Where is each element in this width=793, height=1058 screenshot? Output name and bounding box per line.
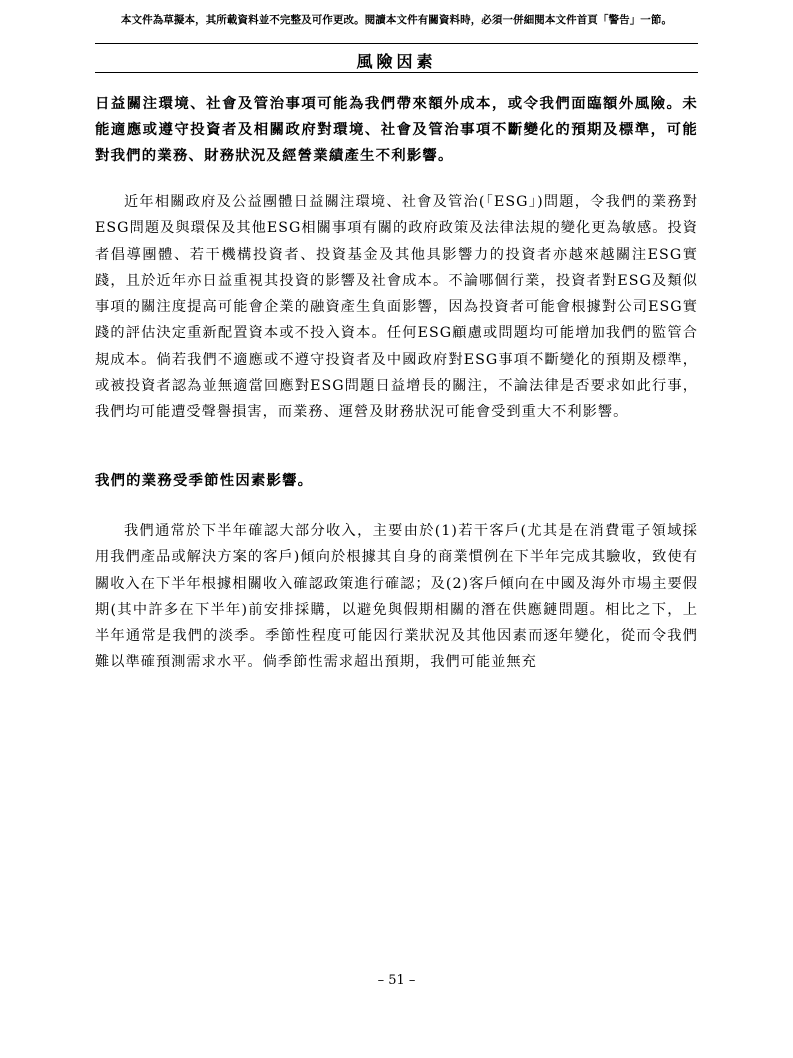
page-number: – 51 – xyxy=(377,973,416,988)
section-title: 風險因素 xyxy=(356,52,437,71)
risk-paragraph-seasonality: 我們通常於下半年確認大部分收入，主要由於(1)若干客戶(尤其是在消費電子領域採用我們產品或解決方案的客戶)傾向於根據其自身的商業慣例在下半年完成其驗收，致使有關收入在下半年根據相關收入確認政策進行確認；及(2)客戶傾向在中國及海外市場主要假期(其中許多在下半年)前安排採購，以避免與假期相關的潛在供應鏈問題。相比之下，上半年通常是我們的淡季。季節性程度可能因行業狀況及其他因素而逐年變化，從而令我們難以準確預測需求水平。倘季節性需求超出預期，我們可能並無充 xyxy=(95,523,698,671)
risk-paragraph-esg: 近年相關政府及公益團體日益關注環境、社會及管治(「ESG」)問題，令我們的業務對ESG問題及與環保及其他ESG相關事項有關的政府政策及法律法規的變化更為敏感。投資者倡導團體、若干機構投資者、投資基金及其他具影響力的投資者亦越來越關注ESG實踐，且於近年亦日益重視其投資的影響及社會成本。不論哪個行業，投資者對ESG及類似事項的關注度提高可能會企業的融資產生負面影響，因為投資者可能會根據對公司ESG實踐的評估決定重新配置資本或不投入資本。任何ESG顧慮或問題均可能增加我們的監管合規成本。倘若我們不適應或不遵守投資者及中國政府對ESG事項不斷變化的預期及標準，或被投資者認為並無適當回應對ESG問題日益增長的關注，不論法律是否要求如此行事，我們均可能遭受聲譽損害，而業務、運營及財務狀況可能會受到重大不利影響。 xyxy=(95,194,698,421)
risk-heading-esg: 日益關注環境、社會及管治事項可能為我們帶來額外成本，或令我們面臨額外風險。未能適應或遵守投資者及相關政府對環境、社會及管治事項不斷變化的預期及標準，可能對我們的業務、財務狀況及經營業績產生不利影響。 xyxy=(95,95,698,164)
header-rule-bottom xyxy=(95,72,698,73)
draft-warning-notice: 本文件為草擬本，其所載資料並不完整及可作更改。閱讀本文件有關資料時，必須一併細閱本文件首頁「警告」一節。 xyxy=(120,14,673,26)
header-rule-top xyxy=(95,43,698,44)
risk-heading-seasonality: 我們的業務受季節性因素影響。 xyxy=(95,472,314,489)
